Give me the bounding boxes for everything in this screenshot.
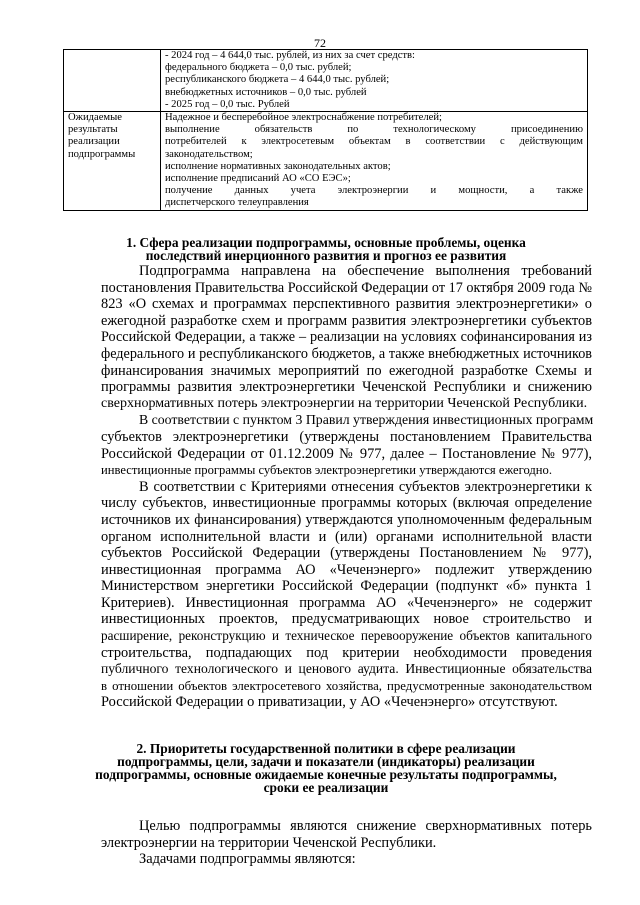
- text-line: ежегодной разработке схем и программ развития электроэнергетики субъектов: [101, 312, 592, 329]
- paragraph: [63, 479, 592, 711]
- section-2-body: [63, 818, 592, 868]
- result-line: исполнение нормативных законодательных актов;: [165, 160, 391, 172]
- heading-line: сроки ее реализации: [263, 780, 389, 795]
- paragraph: [63, 818, 592, 851]
- text-line: публичного технологического и ценового аудита. Инвестиционные обязательства: [101, 661, 592, 677]
- text-line: инвестиционных проектов, предусматривающих новое строительство и: [101, 611, 592, 628]
- text-line: числу субъектов, инвестиционные программы которых (включая определение: [101, 495, 592, 512]
- financing-line: - 2024 год – 4 644,0 тыс. рублей, из них за счет средств:: [165, 50, 415, 61]
- section-1-body: [63, 263, 592, 711]
- result-line: выполнение обязательств по технологическому присоединению: [165, 124, 583, 136]
- paragraph: [63, 412, 592, 478]
- text-line: Задачами подпрограммы являются:: [139, 851, 356, 868]
- text-line: Целью подпрограммы являются снижение сверхнормативных потерь: [139, 818, 592, 834]
- section-1-heading: [60, 236, 592, 262]
- table-cell-label-empty: [64, 50, 161, 112]
- result-line: исполнение предписаний АО «СО ЕЭС»;: [165, 173, 351, 185]
- subprogram-parameters-table: [63, 49, 588, 211]
- text-line: строительства, подпадающих под критерии необходимости проведения: [101, 644, 592, 661]
- label-line: результаты: [68, 124, 118, 136]
- text-line: источников их финансирования) утверждаются уполномоченным федеральным: [101, 511, 592, 528]
- text-line: инвестиционные программы субъектов электроэнергетики утверждаются ежегодно.: [101, 463, 552, 478]
- text-line: В соответствии с Критериями отнесения субъектов электроэнергетики к: [139, 478, 592, 495]
- result-line: потребителей к электросетевым объектам в соответствии с действующим: [165, 136, 583, 148]
- text-line: Министерством энергетики Российской Федерации (подпункт «б» пункта 1: [101, 578, 592, 595]
- text-line: Российской Федерации о приватизации, у АО «Чеченэнерго» отсутствуют.: [101, 694, 558, 711]
- text-line: в отношении объектов электросетевого хозяйства, предусмотренные законодательством: [101, 678, 592, 693]
- result-line: получение данных учета электроэнергии и мощности, а также: [165, 185, 583, 197]
- result-line: законодательством;: [165, 148, 253, 160]
- financing-line: - 2025 год – 0,0 тыс. Рублей: [165, 98, 290, 110]
- paragraph: [63, 851, 592, 868]
- paragraph: [63, 263, 592, 412]
- page-number: 72: [314, 36, 326, 50]
- text-line: Российской Федерации, а также – реализации на условиях софинансирования из: [101, 329, 592, 346]
- text-line: программы развития электроэнергетики Чеченской Республики и снижению: [101, 379, 592, 396]
- text-line: 823 «О схемах и программах перспективного развития электроэнергетики» о: [101, 296, 592, 313]
- table-cell-financing: [161, 50, 588, 112]
- text-line: электроэнергии на территории Чеченской Республики.: [101, 834, 437, 851]
- label-line: подпрограммы: [68, 148, 136, 160]
- financing-line: федерального бюджета – 0,0 тыс. рублей;: [165, 62, 352, 74]
- section-2-heading: [60, 742, 592, 794]
- text-line: субъектов Российской Федерации (утверждены Постановлением № 977),: [101, 545, 592, 562]
- financing-line: внебюджетных источников – 0,0 тыс. рублей: [165, 86, 367, 98]
- result-line: Надежное и бесперебойное электроснабжение потребителей;: [165, 112, 442, 124]
- text-line: сверхнормативных потерь электроэнергии на территории Чеченской Республики.: [101, 395, 588, 411]
- table-cell-label-expected-results: [64, 112, 161, 211]
- table-cell-expected-results: [161, 112, 588, 211]
- heading-line: последствий инерционного развития и прогноз ее развития: [145, 248, 507, 263]
- text-line: В соответствии с пунктом 3 Правил утверждения инвестиционных программ: [139, 412, 594, 428]
- label-line: Ожидаемые: [68, 112, 122, 124]
- table-row-expected-results: [64, 112, 588, 211]
- heading-line: подпрограммы, основные ожидаемые конечные результаты подпрограммы,: [95, 767, 557, 782]
- text-line: Критериев). Инвестиционная программа АО «Чеченэнерго» не содержит: [101, 594, 592, 611]
- label-line: реализации: [68, 136, 120, 148]
- text-line: федерального и республиканского бюджетов, а также внебюджетных источников: [101, 345, 592, 362]
- heading-line: 1. Сфера реализации подпрограммы, основные проблемы, оценка: [126, 235, 526, 250]
- text-line: Российской Федерации от 01.12.2009 № 977, далее – Постановление № 977),: [101, 445, 592, 462]
- table-row-financing: [64, 50, 588, 112]
- text-line: финансирования значимых мероприятий по ежегодной разработке Схемы и: [101, 362, 592, 379]
- heading-line: подпрограммы, цели, задачи и показатели (индикаторы) реализации: [117, 754, 535, 769]
- financing-line: республиканского бюджета – 4 644,0 тыс. рублей;: [165, 74, 390, 86]
- text-line: Подпрограмма направлена на обеспечение выполнения требований: [139, 263, 592, 279]
- text-line: субъектов электроэнергетики (утверждены постановлением Правительства: [101, 428, 592, 445]
- text-line: органом исполнительной власти и (или) органами исполнительной власти: [101, 528, 592, 545]
- result-line: диспетчерского телеуправления: [165, 197, 309, 209]
- heading-line: 2. Приоритеты государственной политики в сфере реализации: [136, 741, 516, 756]
- text-line: инвестиционная программа АО «Чеченэнерго» подлежит утверждению: [101, 561, 592, 578]
- text-line: расширение, реконструкцию и техническое перевооружение объектов капитального: [101, 628, 592, 644]
- text-line: постановления Правительства Российской Федерации от 17 октября 2009 года №: [101, 279, 592, 296]
